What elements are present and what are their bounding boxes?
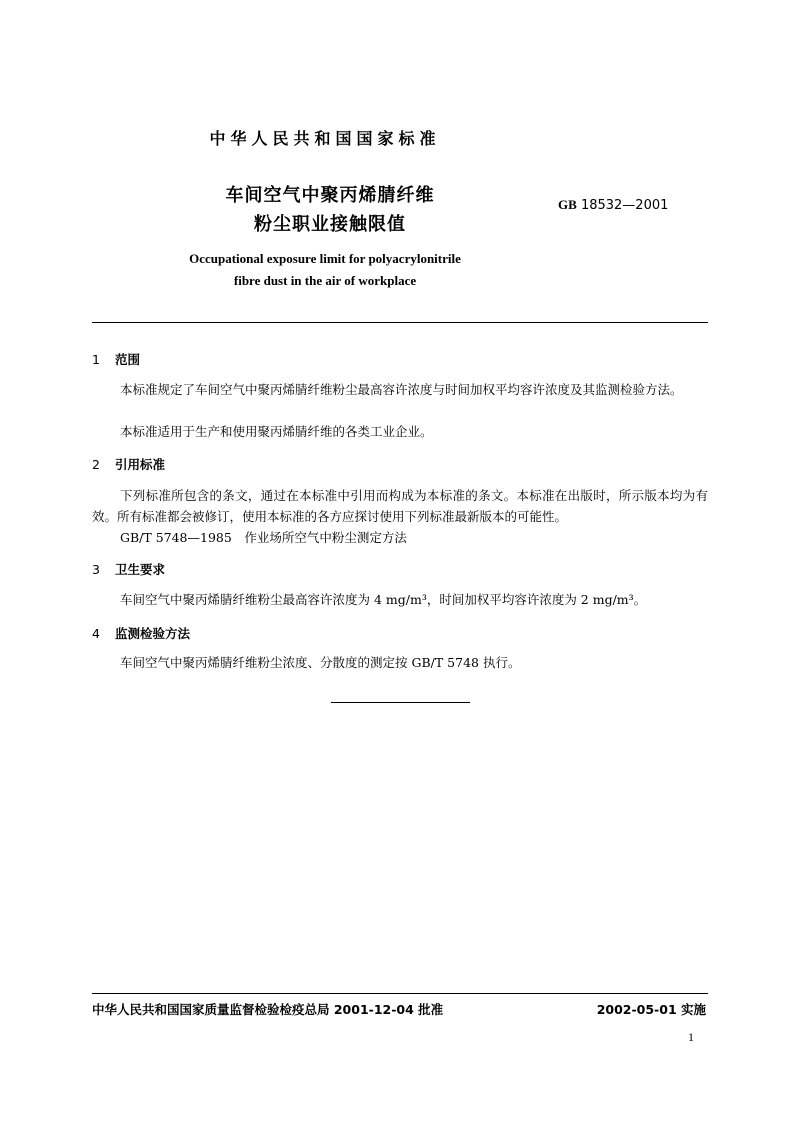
section-3-heading (92, 560, 165, 578)
section-number: 1 (92, 352, 100, 367)
section-number: 2 (92, 457, 100, 472)
section-3-paragraph-1: 车间空气中聚丙烯腈纤维粉尘最高容许浓度为 4 mg/m³，时间加权平均容许浓度为 2 mg/m³。 (120, 592, 647, 607)
header-divider (92, 322, 708, 323)
section-title: 卫生要求 (115, 562, 166, 577)
page-number: 1 (688, 1030, 694, 1044)
section-title: 监测检验方法 (115, 626, 191, 641)
section-4-heading (92, 624, 190, 642)
section-number: 4 (92, 626, 100, 641)
implementation-date: 2002-05-01 实施 (596, 1002, 706, 1017)
section-number: 3 (92, 562, 100, 577)
english-title-line-1: Occupational exposure limit for polyacrylonitrile (189, 251, 461, 266)
state-standard-title: 中华人民共和国国家标准 (209, 129, 441, 148)
end-divider (331, 702, 470, 703)
standard-code-prefix: GB (558, 197, 577, 212)
section-2-reference: GB/T 5748—1985 作业场所空气中粉尘测定方法 (120, 530, 407, 545)
section-1-paragraph-1: 本标准规定了车间空气中聚丙烯腈纤维粉尘最高容许浓度与时间加权平均容许浓度及其监测检验方法。 (120, 382, 683, 397)
standard-code-number: 18532—2001 (580, 198, 669, 213)
section-1-paragraph-2: 本标准适用于生产和使用聚丙烯腈纤维的各类工业企业。 (120, 424, 433, 439)
section-2-heading (92, 455, 165, 473)
section-2-paragraph-1: 下列标准所包含的条文，通过在本标准中引用而构成为本标准的条文。本标准在出版时，所示版本均为有效。所有标准都会被修订，使用本标准的各方应探讨使用下列标准最新版本的可能性。 (92, 488, 708, 524)
footer-divider (92, 993, 708, 994)
standard-code (558, 197, 668, 213)
standard-title-line-1: 车间空气中聚丙烯腈纤维 (225, 185, 435, 206)
section-title: 引用标准 (115, 457, 166, 472)
section-title: 范围 (115, 352, 141, 367)
approval-note: 中华人民共和国国家质量监督检验检疫总局 2001-12-04 批准 (92, 1002, 444, 1017)
section-4-paragraph-1: 车间空气中聚丙烯腈纤维粉尘浓度、分散度的测定按 GB/T 5748 执行。 (120, 655, 521, 670)
standard-title-line-2: 粉尘职业接触限值 (254, 214, 406, 235)
english-title-line-2: fibre dust in the air of workplace (233, 273, 417, 288)
section-1-heading (92, 350, 140, 368)
